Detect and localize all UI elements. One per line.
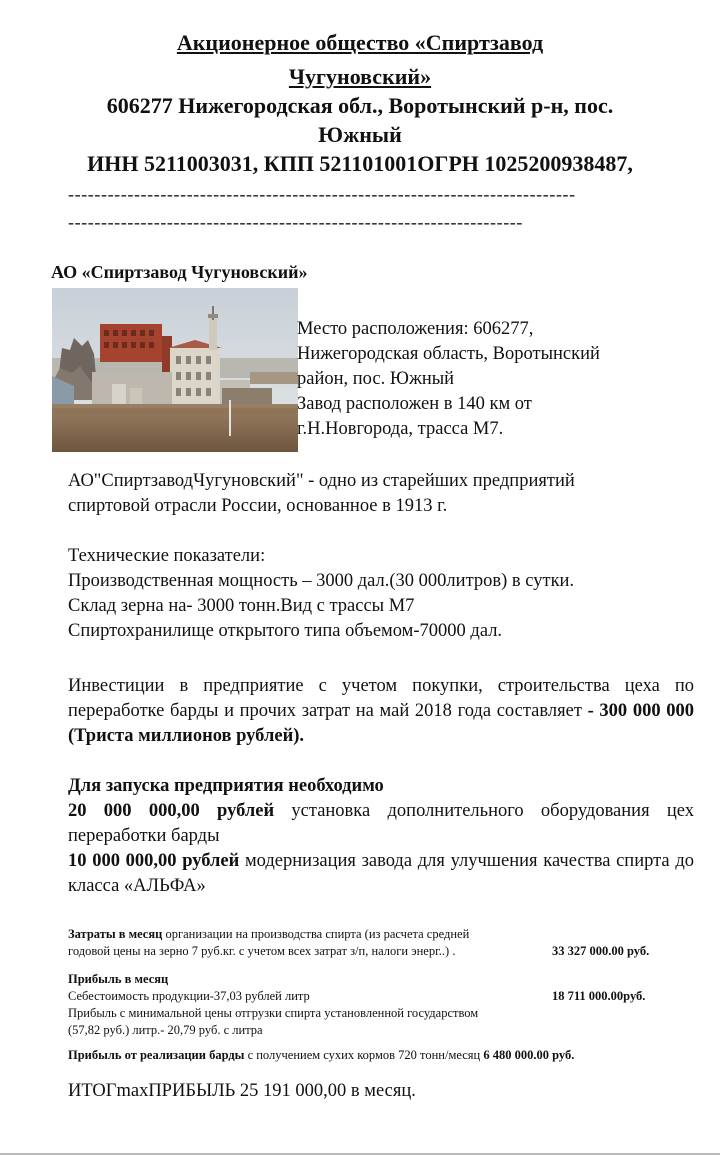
location-line: Нижегородская область, Воротынский [297, 344, 600, 364]
costs-label: Затраты в месяц [68, 927, 163, 941]
costs-line-1 [68, 926, 469, 943]
profit-label: Прибыль в месяц [68, 972, 169, 986]
location-line: район, пос. Южный [297, 369, 455, 389]
launch-item-1-amount: 20 000 000,00 рублей [68, 801, 275, 821]
costs-text-1: организации на производства спирта (из расчета средней [162, 927, 470, 941]
tech-line: Производственная мощность – 3000 дал.(30 000литров) в сутки. [68, 571, 575, 591]
barda-line [68, 1047, 574, 1064]
barda-text: с получением сухих кормов 720 тонн/месяц [244, 1048, 484, 1062]
investment-paragraph [68, 674, 694, 749]
tech-line: Склад зерна на- 3000 тонн.Вид с трассы М7 [68, 596, 415, 616]
header-requisites: ИНН 5211003031, КПП 521101001ОГРН 1025200938487, [87, 151, 633, 176]
launch-item-2-text: модернизация завода для улучшения качества спирта до класса «АЛЬФА» [68, 851, 694, 896]
header-title-line2: Чугуновский» [288, 64, 432, 89]
location-line: г.Н.Новгорода, трасса М7. [297, 419, 504, 439]
header-divider-2: --------------------------------------------------------------------- [68, 212, 523, 232]
costs-amount: 33 327 000.00 руб. [552, 944, 650, 958]
tech-title: Технические показатели: [68, 546, 266, 566]
header-address-line2: Южный [318, 122, 402, 147]
launch-item-1-text: установка дополнительного оборудования цех переработки барды [68, 801, 694, 846]
history-line: АО"СпиртзаводЧугуновский" - одно из старейших предприятий [68, 471, 575, 491]
header-title-line1: Акционерное общество «Спиртзавод [176, 30, 544, 55]
launch-section [68, 774, 694, 899]
launch-item-1 [68, 799, 694, 849]
location-line: Завод расположен в 140 км от [297, 394, 532, 414]
history-paragraph [68, 469, 694, 519]
launch-title: Для запуска предприятия необходимо [68, 776, 384, 796]
barda-label: Прибыль от реализации барды [68, 1048, 245, 1062]
location-line: Место расположения: 606277, [297, 319, 534, 339]
profit-amount: 18 711 000.00руб. [552, 989, 646, 1003]
investment-amount: - 300 000 000 (Триста миллионов рублей). [68, 701, 694, 746]
investment-text: Инвестиции в предприятие с учетом покупки, строительства цеха по переработке барды и прочих затрат на май 2018 года составляет [68, 676, 694, 721]
launch-item-2 [68, 849, 694, 899]
history-line: спиртовой отрасли России, основанное в 1913 г. [68, 496, 448, 516]
total-profit: ИТОГmaxПРИБЫЛЬ 25 191 000,00 в месяц. [68, 1081, 416, 1101]
location-text [297, 317, 600, 442]
launch-item-2-amount: 10 000 000,00 рублей [68, 851, 240, 871]
tech-line: Спиртохранилище открытого типа объемом-70000 дал. [68, 621, 503, 641]
barda-amount: 6 480 000.00 руб. [483, 1048, 575, 1062]
profit-line-2: Прибыль с минимальной цены отгрузки спирта установленной государством [68, 1006, 479, 1020]
profit-line-3: (57,82 руб.) литр.- 20,79 руб. с литра [68, 1023, 263, 1037]
header-address-line1: 606277 Нижегородская обл., Воротынский р-н, пос. [106, 93, 614, 118]
header-divider-1: ----------------------------------------------------------------------------- [68, 184, 576, 204]
profit-line-1: Себестоимость продукции-37,03 рублей литр [68, 989, 310, 1003]
company-title: АО «Спиртзавод Чугуновский» [51, 262, 308, 282]
factory-photo [52, 288, 298, 452]
costs-line-2: годовой цены на зерно 7 руб.кг. с учетом всех затрат з/п, налоги энерг..) . [68, 944, 456, 958]
tech-section [68, 544, 694, 644]
